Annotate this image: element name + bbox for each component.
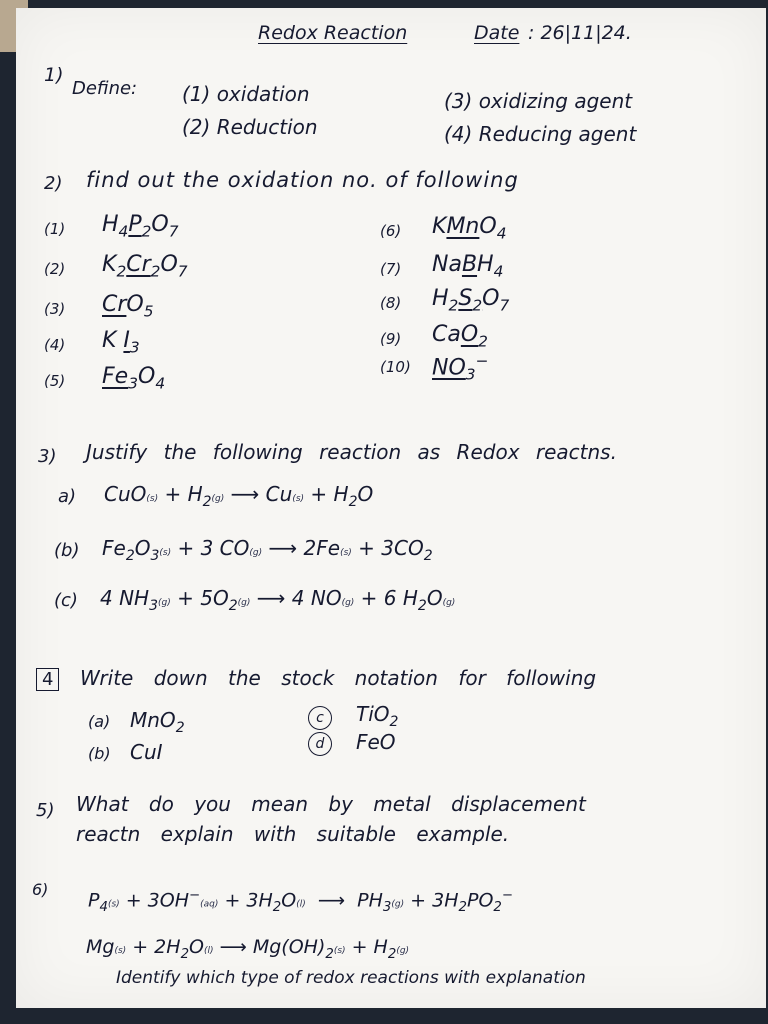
q1-item-3: (3) oxidizing agent <box>444 89 633 113</box>
q4-compound-c: TiO$_2$ <box>356 702 399 730</box>
q2-compound-3: CrO$_5$ <box>102 292 154 321</box>
q4-compound-b: CuI <box>130 740 163 764</box>
q2-num-4: (4) <box>44 336 66 354</box>
q4-label-b: (b) <box>88 744 111 763</box>
q1-item-2: (2) Reduction <box>182 115 318 139</box>
q1-prompt: Define: <box>72 78 138 99</box>
q2-compound-7: NaBH$_4$ <box>432 252 504 281</box>
q2-prompt: find out the oxidation no. of following <box>86 168 519 192</box>
q2-num-1: (1) <box>44 220 66 238</box>
q2-compound-9: CaO$_2$ <box>432 322 488 351</box>
q4-prompt: Write down the stock notation for following <box>80 666 597 690</box>
q2-num-2: (2) <box>44 260 66 278</box>
q4-compound-d: FeO <box>356 730 396 754</box>
q2-num-3: (3) <box>44 300 66 318</box>
q4-label-d: d <box>308 732 332 756</box>
q3-reaction-c: 4 $NH_3(g) + 5O_2(g)$ ⟶ 4 NO(g) + 6 $H_2O(g)$ <box>100 586 456 614</box>
q5-line-1: What do you mean by metal displacement <box>76 792 586 816</box>
q5-number: 5) <box>36 800 55 821</box>
q2-number: 2) <box>44 173 63 194</box>
q4-number: 4 <box>36 668 59 691</box>
q2-compound-5: $Fe_3O_4$ <box>102 364 166 393</box>
date-value: : 26|11|24. <box>528 22 632 44</box>
date-label: Date <box>474 22 520 44</box>
q2-num-7: (7) <box>380 260 402 278</box>
q2-num-8: (8) <box>380 294 402 312</box>
q3-prompt: Justify the following reaction as Redox reactns. <box>86 440 617 464</box>
q2-num-9: (9) <box>380 330 402 348</box>
q4-label-a: (a) <box>88 712 111 731</box>
q3-reaction-b: $Fe_2O_3(s) + 3$ CO(g) ⟶ $2Fe(s) + 3CO_2$ <box>102 536 433 564</box>
q2-compound-2: $K_2Cr_2O_7$ <box>102 252 188 281</box>
q4-label-c: c <box>308 706 332 730</box>
q6-number: 6) <box>32 880 49 899</box>
q3-label-c: (c) <box>54 590 78 611</box>
q2-compound-8: $H_2S_2O_7$ <box>432 286 510 315</box>
q3-reaction-a: $CuO(s) + H_2(g)$ ⟶ $Cu(s) + H_2O$ <box>104 482 374 510</box>
q6-footer: Identify which type of redox reactions with explanation <box>116 968 586 988</box>
q3-label-a: a) <box>58 486 77 507</box>
q6-reaction-2: $Mg(s) + 2H_2O(l)$ ⟶ $Mg(OH)_2(s) + H_2(g)$ <box>86 936 410 962</box>
page-title: Redox Reaction <box>258 22 408 44</box>
q3-label-b: (b) <box>54 540 80 561</box>
q5-line-2: reactn explain with suitable example. <box>76 822 510 846</box>
q2-compound-10: $NO_3^-$ <box>432 352 489 384</box>
q2-num-5: (5) <box>44 372 66 390</box>
q6-reaction-1: $P_4(s) + 3OH^-(aq) + 3H_2O(l)$ ⟶ $PH_3(g) + 3H_2PO_2^-$ <box>88 888 514 916</box>
notebook-page <box>16 8 766 1008</box>
q2-compound-6: KMnO$_4$ <box>432 214 507 243</box>
q2-compound-1: $H_4P_2O_7$ <box>102 212 179 241</box>
q2-compound-4: K $I_3$ <box>102 328 140 357</box>
q2-num-10: (10) <box>380 358 411 376</box>
q2-num-6: (6) <box>380 222 402 240</box>
q3-number: 3) <box>38 446 57 467</box>
q1-item-4: (4) Reducing agent <box>444 122 637 146</box>
q1-item-1: (1) oxidation <box>182 82 310 106</box>
q1-number: 1) <box>44 64 64 86</box>
q4-compound-a: MnO$_2$ <box>130 708 185 736</box>
